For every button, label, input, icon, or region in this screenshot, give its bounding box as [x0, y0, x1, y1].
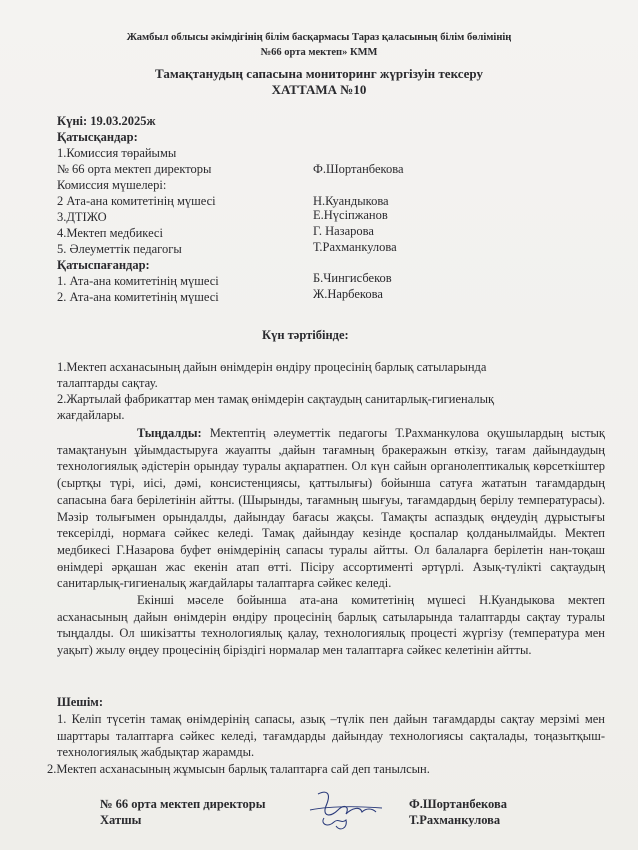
handwritten-signature — [300, 788, 390, 833]
chairman-heading: 1.Комиссия төрайымы — [57, 146, 177, 160]
signature-director-role: № 66 орта мектеп директоры — [100, 797, 266, 811]
org-header-line2: №66 орта мектеп» КММ — [260, 47, 378, 58]
decision-item1: 1. Келіп түсетін тамақ өнімдерінің сапасы, азық –түлік пен дайын тағамдарды сақтау мерзімі мен шарттары талаптарға сәйкес келеді, тағамдарды дайындау технологиясы сақталады, тоңазытқыш-технологиялық жабдықтар жарамды. — [57, 712, 605, 760]
member-name: Т.Рахманкулова — [313, 240, 397, 254]
member-name: Н.Куандыкова — [313, 194, 389, 208]
member-role: 3.ДТІЖО — [57, 210, 107, 224]
protocol-number: ХАТТАМА №10 — [271, 82, 367, 97]
attendees-heading: Қатыспағандар: — [57, 258, 150, 272]
attendee-name: Ж.Нарбекова — [313, 287, 383, 301]
signature-secretary-name: Т.Рахманкулова — [409, 813, 501, 827]
director-name: Ф.Шортанбекова — [313, 162, 404, 176]
agenda-heading: Күн тәртібінде: — [262, 328, 349, 342]
heard-label: Тыңдалды: — [137, 426, 202, 440]
heard-section — [57, 425, 605, 659]
meeting-date: Күні: 19.03.2025ж — [57, 114, 156, 128]
member-role: 4.Мектеп медбикесі — [57, 226, 163, 240]
heard-paragraph — [57, 425, 605, 592]
agenda-item2-line1: 2.Жартылай фабрикаттар мен тамақ өнімдерін сақтаудың санитарлық-гигиеналық — [57, 392, 495, 406]
attendee-name: Б.Чингисбеков — [313, 271, 392, 285]
member-name: Г. Назарова — [313, 224, 374, 238]
agenda-item1-line2: талаптарды сақтау. — [57, 376, 158, 390]
agenda-item1-line1: 1.Мектеп асханасының дайын өнімдерін өндіру процесінің барлық сатыларында — [57, 360, 487, 374]
participants-heading: Қатысқандар: — [57, 130, 138, 144]
members-heading: Комиссия мүшелері: — [57, 178, 167, 192]
decision-item2: 2.Мектеп асханасының жұмысын барлық талаптарға сай деп танылсын. — [47, 762, 430, 776]
decision-heading: Шешім: — [57, 695, 103, 709]
heard-text: Мектептің әлеуметтік педагогы Т.Рахманкулова оқушылардың ыстық тамақтануын ұйымдастыруға жауапты ,дайын тағамның бракеражын өткізу, тағам дайындаудың технологиялық әдістерін орындау туралы ақпаратпен. Ол күн сайын органолептикалық көрсеткіштер (сыртқы түрі, иісі, дәмі, консистенциясы, қаттылығы) бойынша сатуға жататын тағамдардың сапасына баға берілетінін айтты. (Шырынды, тағамның шығуы, тағамдардың берілу температурасы). Мәзір толығымен орындалды, дайындау бағасы жақсы. Тамақты аспаздық өңдеудің дұрыстығы тексерілді, нормаға сәйкес келеді. Тамақ дайындау кезінде қоспалар қолданылмайды. Мектеп медбикесі Г.Назарова буфет өнімдерінің сапасы туралы айтты. Ол балаларға берілетін нан-тоқаш өнімдері әрқашан жас екенін атап өтті. Пісіру ассортименті әртүрлі. Азық-түлікті сақтаудың санитарлық-гигиеналық жағдайлары талаптарға сәйкес келеді. — [57, 426, 606, 591]
agenda-item2-line2: жағдайлары. — [57, 408, 125, 422]
signature-secretary-role: Хатшы — [100, 813, 142, 827]
member-role: 2 Ата-ана комитетінің мүшесі — [57, 194, 216, 208]
director-role: № 66 орта мектеп директоры — [57, 162, 212, 176]
member-role: 5. Әлеуметтік педагогы — [57, 242, 182, 256]
attendee-role: 1. Ата-ана комитетінің мүшесі — [57, 274, 219, 288]
attendee-role: 2. Ата-ана комитетінің мүшесі — [57, 290, 219, 304]
member-name: Е.Нүсіпжанов — [313, 208, 388, 222]
second-issue-paragraph: Екінші мәселе бойынша ата-ана комитетінің мүшесі Н.Куандыкова мектеп асханасының дайын өнімдерін өндіру процесінің барлық сатыларында талаптарды сақтау туралы тыңдалды. Ол шикізатты технологиялық қалау, технологиялық процесті жүргізу (температура мен уақыт) жылу өңдеу процесінің біріздігі нормалар мен талаптарға сәйкес келетінін айтты. — [57, 593, 605, 658]
signature-director-name: Ф.Шортанбекова — [409, 797, 507, 811]
document-title: Тамақтанудың сапасына мониторинг жүргізуін тексеру — [155, 66, 483, 81]
org-header-line1: Жамбыл облысы әкімдігінің білім басқармасы Тараз қаласының білім бөлімінің — [126, 32, 512, 43]
